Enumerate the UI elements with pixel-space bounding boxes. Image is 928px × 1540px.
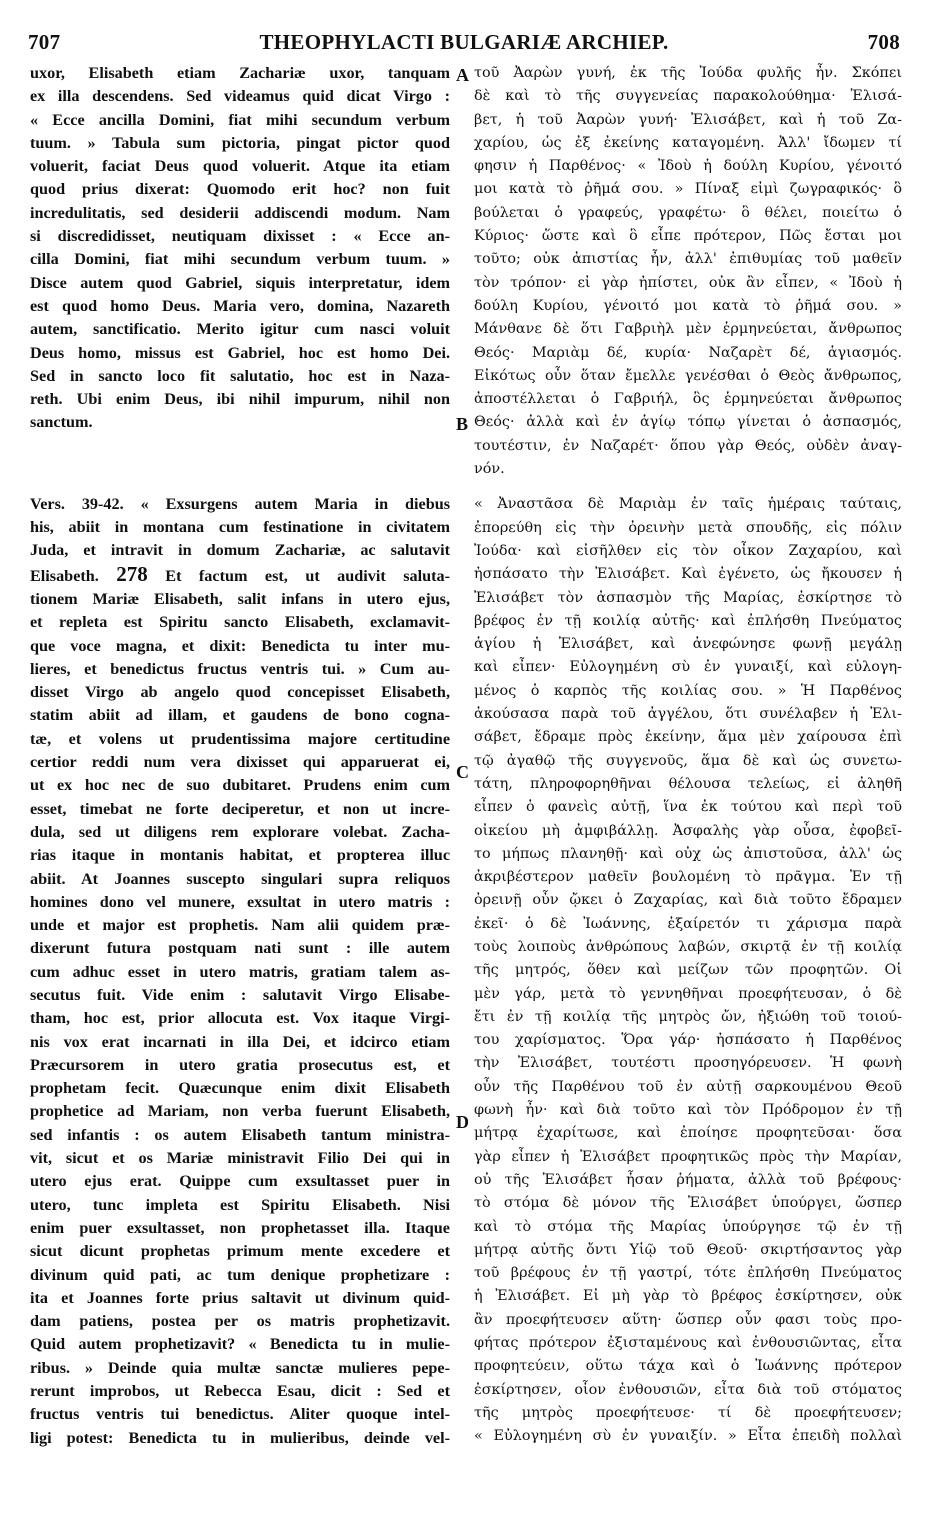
greek-line: καὶ εἶπεν· Εὐλογημένη σὺ ἐν γυναιξί, καὶ εὐλογη-	[474, 659, 902, 676]
greek-line: ἀκριβέστερον μαθεῖν βουλομένη τὸ πρᾶγμα. Ἐν τῇ	[474, 869, 902, 886]
running-title: THEOPHYLACTI BULGARIÆ ARCHIEP.	[259, 30, 669, 54]
latin-line: tham, hoc est, prior allocuta est. Vox itaque Virgi-	[30, 1009, 450, 1028]
latin-line-text: Elisabeth.	[30, 566, 99, 585]
latin-line: tuum. » Tabula sum pictoria, pingat pictor quod	[30, 133, 450, 152]
greek-line: ἔτι ἐν τῇ κοιλίᾳ τῆς μητρὸς ὤν, ἠξιώθη τοῦ τοιού-	[474, 1008, 902, 1025]
latin-verse-line	[30, 493, 450, 516]
greek-line: μένος ὁ καρπὸς τῆς κοιλίας σου. » Ἡ Παρθένος	[474, 682, 902, 699]
greek-line: εἶπεν ὁ φανεὶς αὐτῇ, ἵνα ἐκ τούτου καὶ περὶ τοῦ	[474, 799, 902, 816]
latin-line: tæ, et volens ut prudentissima majore certitudine	[30, 729, 450, 748]
greek-line: Θεός· ἀλλὰ καὶ ἐν ἁγίῳ τόπῳ γίνεται ὁ ἀσπασμός,	[474, 414, 902, 431]
greek-line: τὴν Ἐλισάβετ, τουτέστι προσηγόρευσεν. Ἡ φωνὴ	[474, 1055, 902, 1072]
greek-line: « Ἀναστᾶσα δὲ Μαριὰμ ἐν ταῖς ἡμέραις ταύταις,	[474, 496, 902, 513]
greek-line: μήτρᾳ αὐτῆς ὄντι Υἱῷ τοῦ Θεοῦ· σκιρτήσαντος γὰρ	[474, 1241, 902, 1258]
latin-line: cum adhuc esset in utero matris, gratiam talem as-	[30, 962, 450, 981]
latin-line: esset, timebat ne forte deciperetur, et non ut incre-	[30, 799, 450, 818]
latin-line: ex illa descendens. Sed videamus quid dicat Virgo :	[30, 87, 450, 106]
latin-line: statim abiit ad illam, et gaudens de bono cogna-	[30, 706, 450, 725]
latin-line: utero, tunc impleta est Spiritu Elisabeth. Nisi	[30, 1195, 450, 1214]
latin-line: enim puer exsultasset, non prophetasset illa. Itaque	[30, 1218, 450, 1237]
greek-line: σάβετ, ἔδραμε πρὸς ἐκείνην, ἅμα μὲν χαίρουσα ἐπὶ	[474, 729, 902, 746]
greek-line: τοῦτο; οὐκ ἀπιστίας ἦν, ἀλλ' ἐπιθυμίας τοῦ μαθεῖν	[474, 251, 902, 268]
latin-line: lieres, et benedictus fructus ventris tui. » Cum au-	[30, 659, 450, 678]
latin-line: Præcursorem in utero gratia prosecutus est, et	[30, 1055, 450, 1074]
greek-line: ἐκεῖ· ὁ δὲ Ἰωάννης, ἐξαίρετόν τι χάρισμα παρὰ	[474, 915, 902, 932]
greek-line: Εἰκότως οὖν ὅταν ἔμελλε γενέσθαι ὁ Θεὸς ἄνθρωπος,	[474, 367, 902, 384]
greek-line: τῆς μητρός, ὅθεν καὶ μείζων τῶν προφητῶν. Οἱ	[474, 962, 902, 979]
verse-reference: Vers. 39-42.	[30, 494, 124, 513]
greek-line: βετ, ἡ τοῦ Ἀαρὼν γυνή· Ἐλισάβετ, καὶ ἡ τοῦ Ζα-	[474, 111, 902, 128]
greek-line: μήτρᾳ ἐχαρίτωσε, καὶ ἐποίησε προφητεῦσαι· ὅσα	[474, 1125, 902, 1142]
page-number-right: 708	[867, 30, 900, 54]
greek-line: δὲ καὶ τὸ τῆς συγγενείας παρακολούθημα· Ἐλισά-	[474, 88, 902, 105]
latin-line: quod prius dixerat: Quomodo erit hoc? non fuit	[30, 180, 450, 199]
latin-line: si discredidisset, neutiquam dixisset : « Ecce an-	[30, 227, 450, 246]
greek-line: τὸν τρόπον· εἰ γὰρ ἠπίστει, οὐκ ἂν εἶπεν, « Ἰδοὺ ἡ	[474, 274, 902, 291]
greek-line: Ἐλισάβετ τὸν ἀσπασμὸν τῆς Μαρίας, ἐσκίρτησε τὸ	[474, 589, 902, 606]
page-number-left: 707	[28, 30, 61, 54]
latin-line-text: Et factum est, ut audivit saluta-	[165, 566, 450, 585]
greek-line: χαρίου, ὡς ἐξ ἐκείνης καταγομένη. Ἀλλ' ἴδωμεν τί	[474, 134, 902, 151]
latin-line: Sed in sancto loco fit salutatio, hoc est in Naza-	[30, 366, 450, 385]
greek-line: ἠσπάσατο τὴν Ἐλισάβετ. Καὶ ἐγένετο, ὡς ἤκουσεν ἡ	[474, 566, 902, 583]
latin-line: prophetam fecit. Quæcunque enim dixit Elisabeth	[30, 1079, 450, 1098]
column-number: 278	[116, 562, 148, 586]
latin-line: dula, sed ut diligens rem explorare volebat. Zacha-	[30, 822, 450, 841]
latin-line: voluerit, faciat Deus quod voluerit. Atque ita etiam	[30, 157, 450, 176]
greek-line: οὖν τῆς Παρθένου τοῦ ἐν αὐτῇ σαρκουμένου Θεοῦ	[474, 1078, 902, 1095]
greek-line: τοῦ βρέφους ἐν τῇ γαστρί, τότε ἐπλήσθη Πνεύματος	[474, 1265, 902, 1282]
latin-line: prophetice ad Mariam, non verba fuerunt Elisabeth,	[30, 1102, 450, 1121]
paragraph-gap	[30, 435, 450, 493]
greek-line: ἀκούσασα παρὰ τοῦ ἀγγέλου, ὅτι συνέλαβεν ἡ Ἐλι-	[474, 706, 902, 723]
greek-line: ὀρεινῇ οὖν ᾤκει ὁ Ζαχαρίας, καὶ διὰ τοῦτο ἔδραμεν	[474, 892, 902, 909]
latin-line: Disce autem quod Gabriel, siquis interpretatur, idem	[30, 273, 450, 292]
greek-line: το μήπως πλανηθῇ· καὶ οὐχ ὡς ἀπιστοῦσα, ἀλλ' ὡς	[474, 845, 902, 862]
greek-line: ἂν προεφήτευσεν αὕτη· ὥσπερ οὖν φασι τοὺς προ-	[474, 1311, 902, 1328]
latin-line: ribus. » Deinde quia multæ sanctæ mulieres pepe-	[30, 1358, 450, 1377]
latin-line: sanctum.	[30, 413, 93, 432]
latin-line: autem, sanctificatio. Merito igitur cum nasci voluit	[30, 320, 450, 339]
greek-line: Θεός· Μαριὰμ δέ, κυρία· Ναζαρὲτ δέ, ἁγιασμός.	[474, 344, 902, 361]
latin-line: ligi potest: Benedicta tu in mulieribus, deinde vel-	[30, 1428, 450, 1447]
latin-line: incredulitatis, sed desiderii addiscendi modum. Nam	[30, 203, 450, 222]
greek-line: μοι κατὰ τὸ ῥῆμά σου. » Πίναξ εἰμὶ ζωγραφικός· ὃ	[474, 181, 902, 198]
margin-marker-a: A	[456, 65, 469, 85]
latin-line: uxor, Elisabeth etiam Zachariæ uxor, tanquam	[30, 64, 450, 82]
latin-line: fructus ventris tui benedictus. Aliter quoque intel-	[30, 1405, 450, 1424]
latin-line: sicut dicunt prophetas primum mente excedere et	[30, 1242, 450, 1261]
greek-line: οἰκείου μὴ ἀμφιβάλλῃ. Ἀσφαλὴς γὰρ οὖσα, ἐφοβεῖ-	[474, 822, 902, 839]
greek-line: του χαρίσματος. Ὅρα γάρ· ἠσπάσατο ἡ Παρθένος	[474, 1032, 902, 1049]
latin-line: ita et Joannes forte prius saltavit ut divinum quid-	[30, 1288, 450, 1307]
latin-line: « Ecce ancilla Domini, fiat mihi secundum verbum	[30, 110, 450, 129]
greek-line: μὲν γάρ, μετὰ τὸ γεννηθῆναι προεφήτευσαν, ὁ δὲ	[474, 985, 902, 1002]
greek-line: τῷ ἀγαθῷ τῆς συγγενοῦς, ἅμα δὲ καὶ ὡς συνετω-	[474, 752, 902, 769]
latin-line: cilla Domini, fiat mihi secundum verbum tuum. »	[30, 250, 450, 269]
greek-line: τοῦ Ἀαρὼν γυνή, ἐκ τῆς Ἰούδα φυλῆς ἦν. Σκόπει	[474, 65, 902, 81]
greek-line: γὰρ εἶπεν ἡ Ἐλισάβετ προφητικῶς πρὸς τὴν Μαρίαν,	[474, 1148, 902, 1165]
margin-marker-b: B	[456, 414, 469, 434]
latin-line: homines dono vel munere, exsultat in utero matris :	[30, 892, 450, 911]
latin-line: rerunt improbos, ut Rebecca Esau, dicit : Sed et	[30, 1382, 450, 1401]
latin-line: vit, sicut et os Mariæ ministravit Filio Dei qui in	[30, 1149, 450, 1168]
greek-line: τάτη, πληροφορηθῆναι θέλουσα τελείως, εἰ ἀληθῆ	[474, 775, 902, 792]
latin-line: Deus homo, missus est Gabriel, hoc est homo Dei.	[30, 343, 450, 362]
greek-line: νόν.	[474, 461, 505, 478]
latin-line: nis vox erat incarnati in illa Dei, et idcirco etiam	[30, 1032, 450, 1051]
latin-line: ut ex hoc nec de suo dubitaret. Prudens enim cum	[30, 776, 450, 795]
greek-line: ἐπορεύθη εἰς τὴν ὀρεινὴν μετὰ σπουδῆς, εἰς πόλιν	[474, 519, 902, 536]
latin-line: Juda, et intravit in domum Zachariæ, ac salutavit	[30, 541, 450, 560]
latin-line: dam patiens, postea per os matris prophetizavit.	[30, 1312, 450, 1331]
latin-line: divinum quid pati, ac tum denique prophetizare :	[30, 1265, 450, 1284]
greek-line: ἀποστέλλεται ὁ Γαβριήλ, ὃς ἑρμηνεύεται ἄνθρωπος	[474, 391, 902, 408]
greek-line: Κύριος· ὥστε καὶ ὃ εἶπε πρότερον, Πῶς ἔσται μοι	[474, 228, 902, 245]
latin-line: secutus fuit. Vide enim : salutavit Virgo Elisabe-	[30, 985, 450, 1004]
paragraph-gap	[474, 481, 902, 493]
latin-line-with-column-number	[30, 563, 450, 588]
latin-line: disset Virgo ab angelo quod concepisset Elisabeth,	[30, 683, 450, 702]
greek-line: φήτας πρότερον ἐξισταμένους καὶ ἐνθουσιῶντας, εἶτα	[474, 1335, 902, 1352]
margin-marker-c: C	[456, 762, 469, 782]
greek-line: ἡ Ἐλισάβετ. Εἰ μὴ γὰρ τὸ βρέφος ἐσκίρτησεν, οὐκ	[474, 1288, 902, 1305]
latin-line: his, abiit in montana cum festinatione in civitatem	[30, 518, 450, 537]
latin-line: abiit. At Joannes suscepto singulari supra reliquos	[30, 869, 450, 888]
latin-line: Quid autem prophetizavit? « Benedicta tu in mulie-	[30, 1335, 450, 1354]
latin-line: certior reddi num vera dixisset qui apparuerat ei,	[30, 753, 450, 772]
greek-line: τῆς μητρὸς προεφήτευσε· τί δὲ προεφήτευσεν;	[474, 1404, 902, 1421]
greek-line: καὶ τὸ στόμα τῆς Μαρίας ὑπούργησε τῷ ἐν τῇ	[474, 1218, 902, 1235]
greek-line: φησιν ἡ Παρθένος· « Ἰδοὺ ἡ δούλη Κυρίου, γένοιτό	[474, 158, 902, 175]
latin-line: dixerunt futura postquam nati sunt : ille autem	[30, 939, 450, 958]
greek-line: τὸ στόμα δὲ μόνον τῆς Ἐλισάβετ ὑπούργει, ὥσπερ	[474, 1195, 902, 1212]
greek-line: δούλη Κυρίου, γένοιτό μοι κατὰ τὸ ῥῆμά σου. »	[474, 297, 902, 314]
margin-marker-d: D	[456, 1112, 469, 1132]
latin-line: utero ejus erat. Quippe cum exsultasset puer in	[30, 1172, 450, 1191]
latin-line: tionem Mariæ Elisabeth, salit infans in utero ejus,	[30, 589, 450, 608]
greek-line: Μάνθανε δὲ ὅτι Γαβριὴλ μὲν ἑρμηνεύεται, ἄνθρωπος	[474, 321, 902, 338]
greek-line: τουτέστιν, ἐν Ναζαρέτ· ὅπου γὰρ Θεός, οὐδὲν ἀναγ-	[474, 437, 902, 454]
greek-line: Ἰούδα· καὶ εἰσῆλθεν εἰς τὸν οἶκον Ζαχαρίου, καὶ	[474, 542, 902, 559]
greek-line: φωνὴ ἦν· καὶ διὰ τοῦτο καὶ τὸν Πρόδρομον ἐν τῇ	[474, 1102, 902, 1119]
latin-line: reth. Ubi enim Deus, ibi nihil impurum, nihil non	[30, 390, 450, 409]
latin-line: unde et major est prophetis. Nam alii quidem præ-	[30, 916, 450, 935]
latin-column	[30, 62, 450, 1530]
running-header	[28, 30, 900, 58]
latin-line: rias itaque in montanis habitat, et propterea illuc	[30, 846, 450, 865]
greek-line: προφητεύειν, οὕτω τάχα καὶ ὁ Ἰωάννης πρότερον	[474, 1358, 902, 1375]
greek-line: βούλεται ὁ γραφεύς, γραφέτω· ὃ θέλει, ποιείτω ὁ	[474, 204, 902, 221]
latin-line-text: « Exsurgens autem Maria in diebus	[140, 494, 450, 513]
greek-column	[474, 62, 902, 1530]
latin-line: et repleta est Spiritu sancto Elisabeth, exclamavit-	[30, 613, 450, 632]
greek-line: « Εὐλογημένη σὺ ἐν γυναιξίν. » Εἶτα ἐπειδὴ πολλαὶ	[474, 1428, 902, 1445]
greek-line: ἁγίου ἡ Ἐλισάβετ, καὶ ἀνεφώνησε φωνῇ μεγάλῃ	[474, 636, 902, 653]
greek-line: οὐ τῆς Ἐλισάβετ ἦσαν ῥήματα, ἀλλὰ τοῦ βρέφους·	[474, 1171, 902, 1188]
greek-line: βρέφος ἐν τῇ κοιλίᾳ αὐτῆς· καὶ ἐπλήσθη Πνεύματος	[474, 612, 902, 629]
latin-line: que voce magna, et dixit: Benedicta tu inter mu-	[30, 636, 450, 655]
greek-line: τοὺς λοιποὺς ἀνθρώπους λαβών, σκιρτᾷ ἐν τῇ κοιλίᾳ	[474, 938, 902, 955]
latin-line: est quod homo Deus. Maria vero, domina, Nazareth	[30, 296, 450, 315]
latin-line: sed infantis : os autem Elisabeth tantum ministra-	[30, 1125, 450, 1144]
greek-line: ἐσκίρτησεν, οἷον ἐνθουσιῶν, εἶτα διὰ τοῦ στόματος	[474, 1381, 902, 1398]
